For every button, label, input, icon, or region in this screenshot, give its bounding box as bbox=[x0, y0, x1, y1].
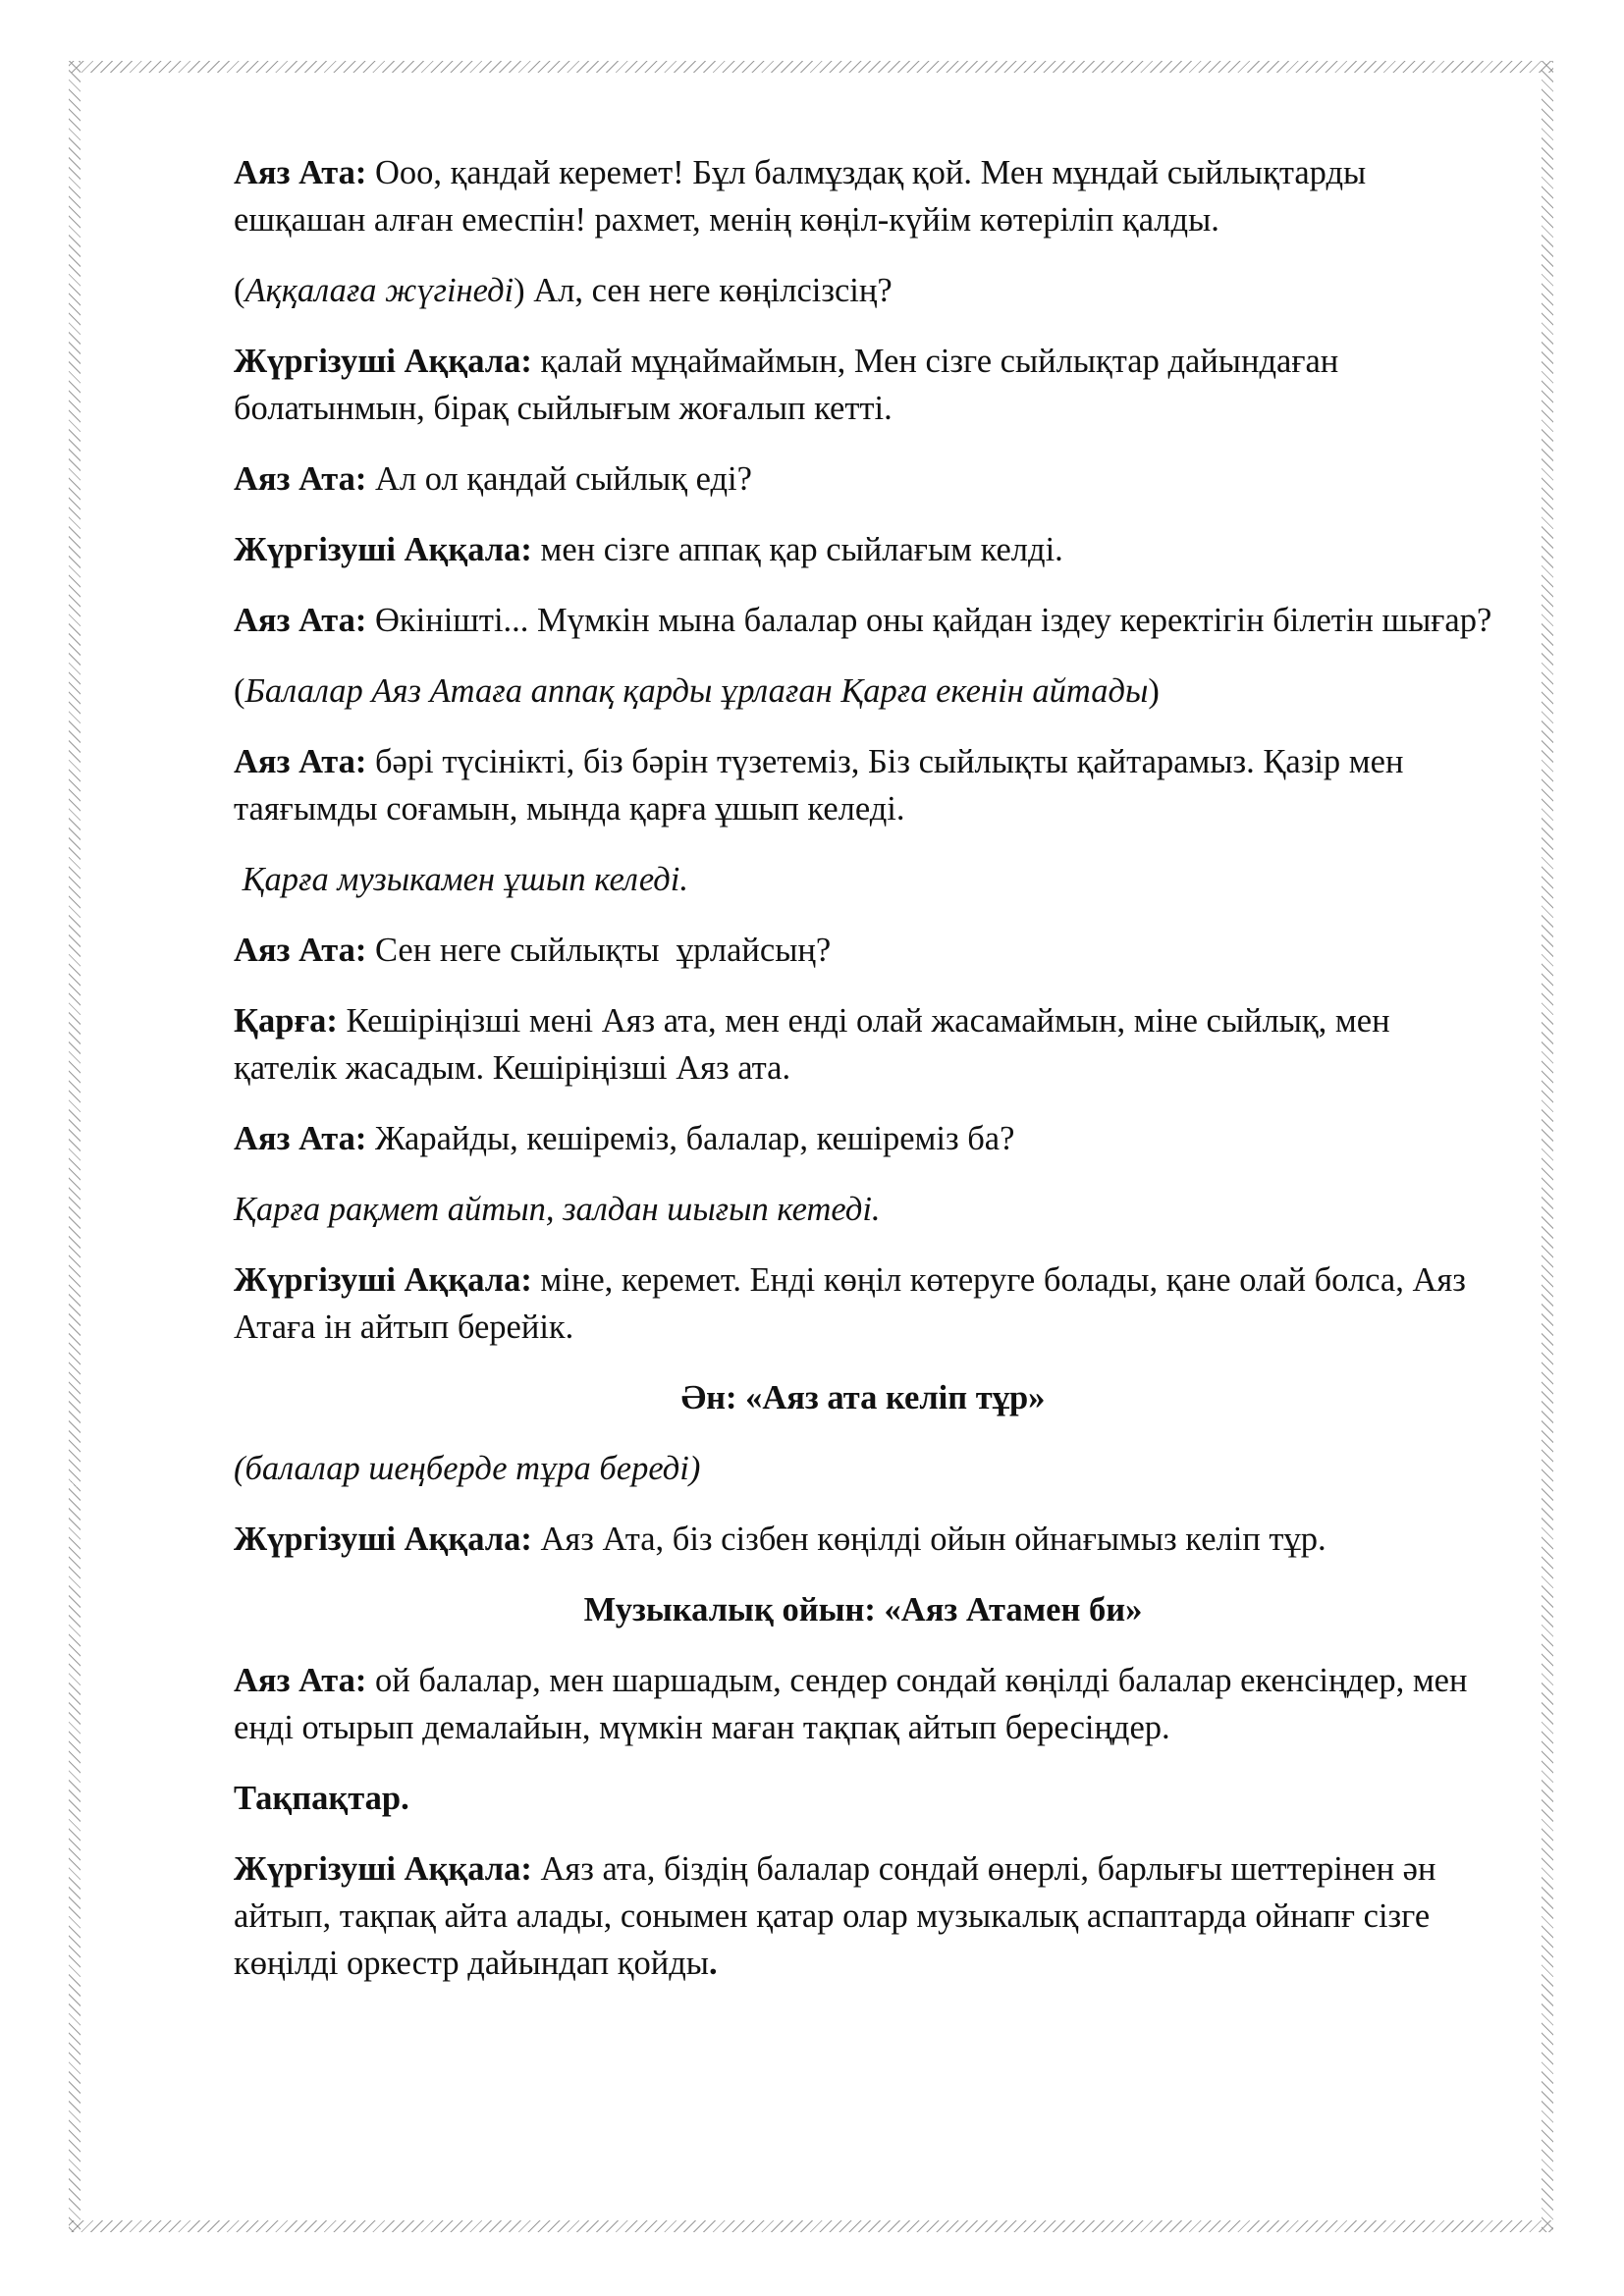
speaker-name: Жүргізуші Аққала: bbox=[234, 1261, 532, 1299]
page-border-left bbox=[69, 61, 81, 2232]
dialogue-text: міне, керемет. Енді көңіл көтеруге болады, қане олай болса, Аяз Атаға ін айтып берейік. bbox=[234, 1261, 1466, 1346]
speaker-name: Аяз Ата: bbox=[234, 743, 367, 780]
dialogue-line bbox=[234, 1657, 1492, 1751]
dialogue-line bbox=[234, 338, 1492, 432]
dialogue-text: Ал ол қандай сыйлық еді? bbox=[366, 460, 752, 498]
dialogue-text: Сен неге сыйлықты ұрлайсың? bbox=[366, 932, 832, 969]
game-heading: Музыкалық ойын: «Аяз Атамен би» bbox=[583, 1591, 1143, 1629]
page-border-top bbox=[69, 61, 1553, 73]
dialogue-text: қалай мұңаймаймын, Мен сізге сыйлықтар дайындаған болатынмын, бірақ сыйлығым жоғалып кетті. bbox=[234, 343, 1339, 427]
dialogue-text: Ооо, қандай керемет! Бұл балмұздақ қой. Мен мұндай сыйлықтарды ешқашан алған емеспін! рахмет, менің көңіл-күйім көтеріліп қалды. bbox=[234, 154, 1367, 239]
speaker-name: Аяз Ата: bbox=[234, 932, 367, 969]
final-period: . bbox=[708, 1945, 718, 1982]
speaker-name: Жүргізуші Аққала: bbox=[234, 1850, 532, 1888]
paren-open: ( bbox=[234, 672, 245, 710]
paren-open: ( bbox=[234, 272, 245, 309]
dialogue-line bbox=[234, 597, 1492, 644]
stage-direction-line bbox=[234, 667, 1492, 715]
dialogue-line bbox=[234, 1845, 1492, 1987]
stage-direction: (балалар шеңберде тұра береді) bbox=[234, 1450, 701, 1487]
dialogue-text: Аяз Ата, біз сізбен көңілді ойын ойнағымыз келіп тұр. bbox=[531, 1521, 1326, 1558]
section-label-line bbox=[234, 1775, 1492, 1822]
stage-direction-line bbox=[234, 267, 1492, 314]
page-border-bottom bbox=[69, 2220, 1553, 2232]
dialogue-text: Кешіріңізші мені Аяз ата, мен енді олай жасамаймын, міне сыйлық, мен қателік жасадым. Кешіріңізші Аяз ата. bbox=[234, 1002, 1390, 1087]
dialogue-line bbox=[234, 1256, 1492, 1351]
speaker-name: Жүргізуші Аққала: bbox=[234, 531, 532, 568]
dialogue-line bbox=[234, 526, 1492, 573]
dialogue-line bbox=[234, 1115, 1492, 1162]
dialogue-text: ) Ал, сен неге көңілсізсің? bbox=[514, 272, 893, 309]
stage-direction: Қарға музыкамен ұшып келеді. bbox=[234, 861, 688, 898]
document-body bbox=[234, 149, 1492, 2010]
dialogue-text: мен сізге аппақ қар сыйлағым келді. bbox=[531, 531, 1063, 568]
paren-close: ) bbox=[1148, 672, 1160, 710]
dialogue-text: Өкінішті... Мүмкін мына балалар оны қайдан іздеу керектігін білетін шығар? bbox=[366, 602, 1492, 639]
stage-direction: Балалар Аяз Атаға аппақ қарды ұрлаған Қарға екенін айтады bbox=[244, 672, 1149, 710]
speaker-name: Жүргізуші Аққала: bbox=[234, 343, 532, 380]
song-heading: Ән: «Аяз ата келіп тұр» bbox=[680, 1379, 1046, 1416]
dialogue-text: бәрі түсінікті, біз бәрін түзетеміз, Біз сыйлықты қайтарамыз. Қазір мен таяғымды соғамын, мында қарға ұшып келеді. bbox=[234, 743, 1404, 828]
dialogue-text: ой балалар, мен шаршадым, сендер сондай көңілді балалар екенсіңдер, мен енді отырып демалайын, мүмкін маған тақпақ айтып бересіңдер. bbox=[234, 1662, 1468, 1746]
section-label: Тақпақтар. bbox=[234, 1780, 409, 1817]
stage-direction: Қарға рақмет айтып, залдан шығып кетеді. bbox=[234, 1191, 881, 1228]
dialogue-text: Жарайды, кешіреміз, балалар, кешіреміз ба? bbox=[366, 1120, 1015, 1157]
dialogue-text: Аяз ата, біздің балалар сондай өнерлі, барлығы шеттерінен ән айтып, тақпақ айта алады, сонымен қатар олар музыкалық аспаптарда ойнапғ сізге көңілді оркестр дайындап қойды bbox=[234, 1850, 1436, 1982]
speaker-name: Аяз Ата: bbox=[234, 1120, 367, 1157]
dialogue-line bbox=[234, 1516, 1492, 1563]
speaker-name: Аяз Ата: bbox=[234, 602, 367, 639]
speaker-name: Аяз Ата: bbox=[234, 1662, 367, 1699]
speaker-name: Жүргізуші Аққала: bbox=[234, 1521, 532, 1558]
speaker-name: Аяз Ата: bbox=[234, 460, 367, 498]
speaker-name: Аяз Ата: bbox=[234, 154, 367, 191]
dialogue-line bbox=[234, 149, 1492, 243]
dialogue-line bbox=[234, 455, 1492, 503]
dialogue-line bbox=[234, 738, 1492, 832]
dialogue-line bbox=[234, 927, 1492, 974]
dialogue-line bbox=[234, 997, 1492, 1092]
speaker-name: Қарға: bbox=[234, 1002, 338, 1040]
page-border-right bbox=[1542, 61, 1553, 2232]
stage-direction: Аққалаға жүгінеді bbox=[244, 272, 514, 309]
